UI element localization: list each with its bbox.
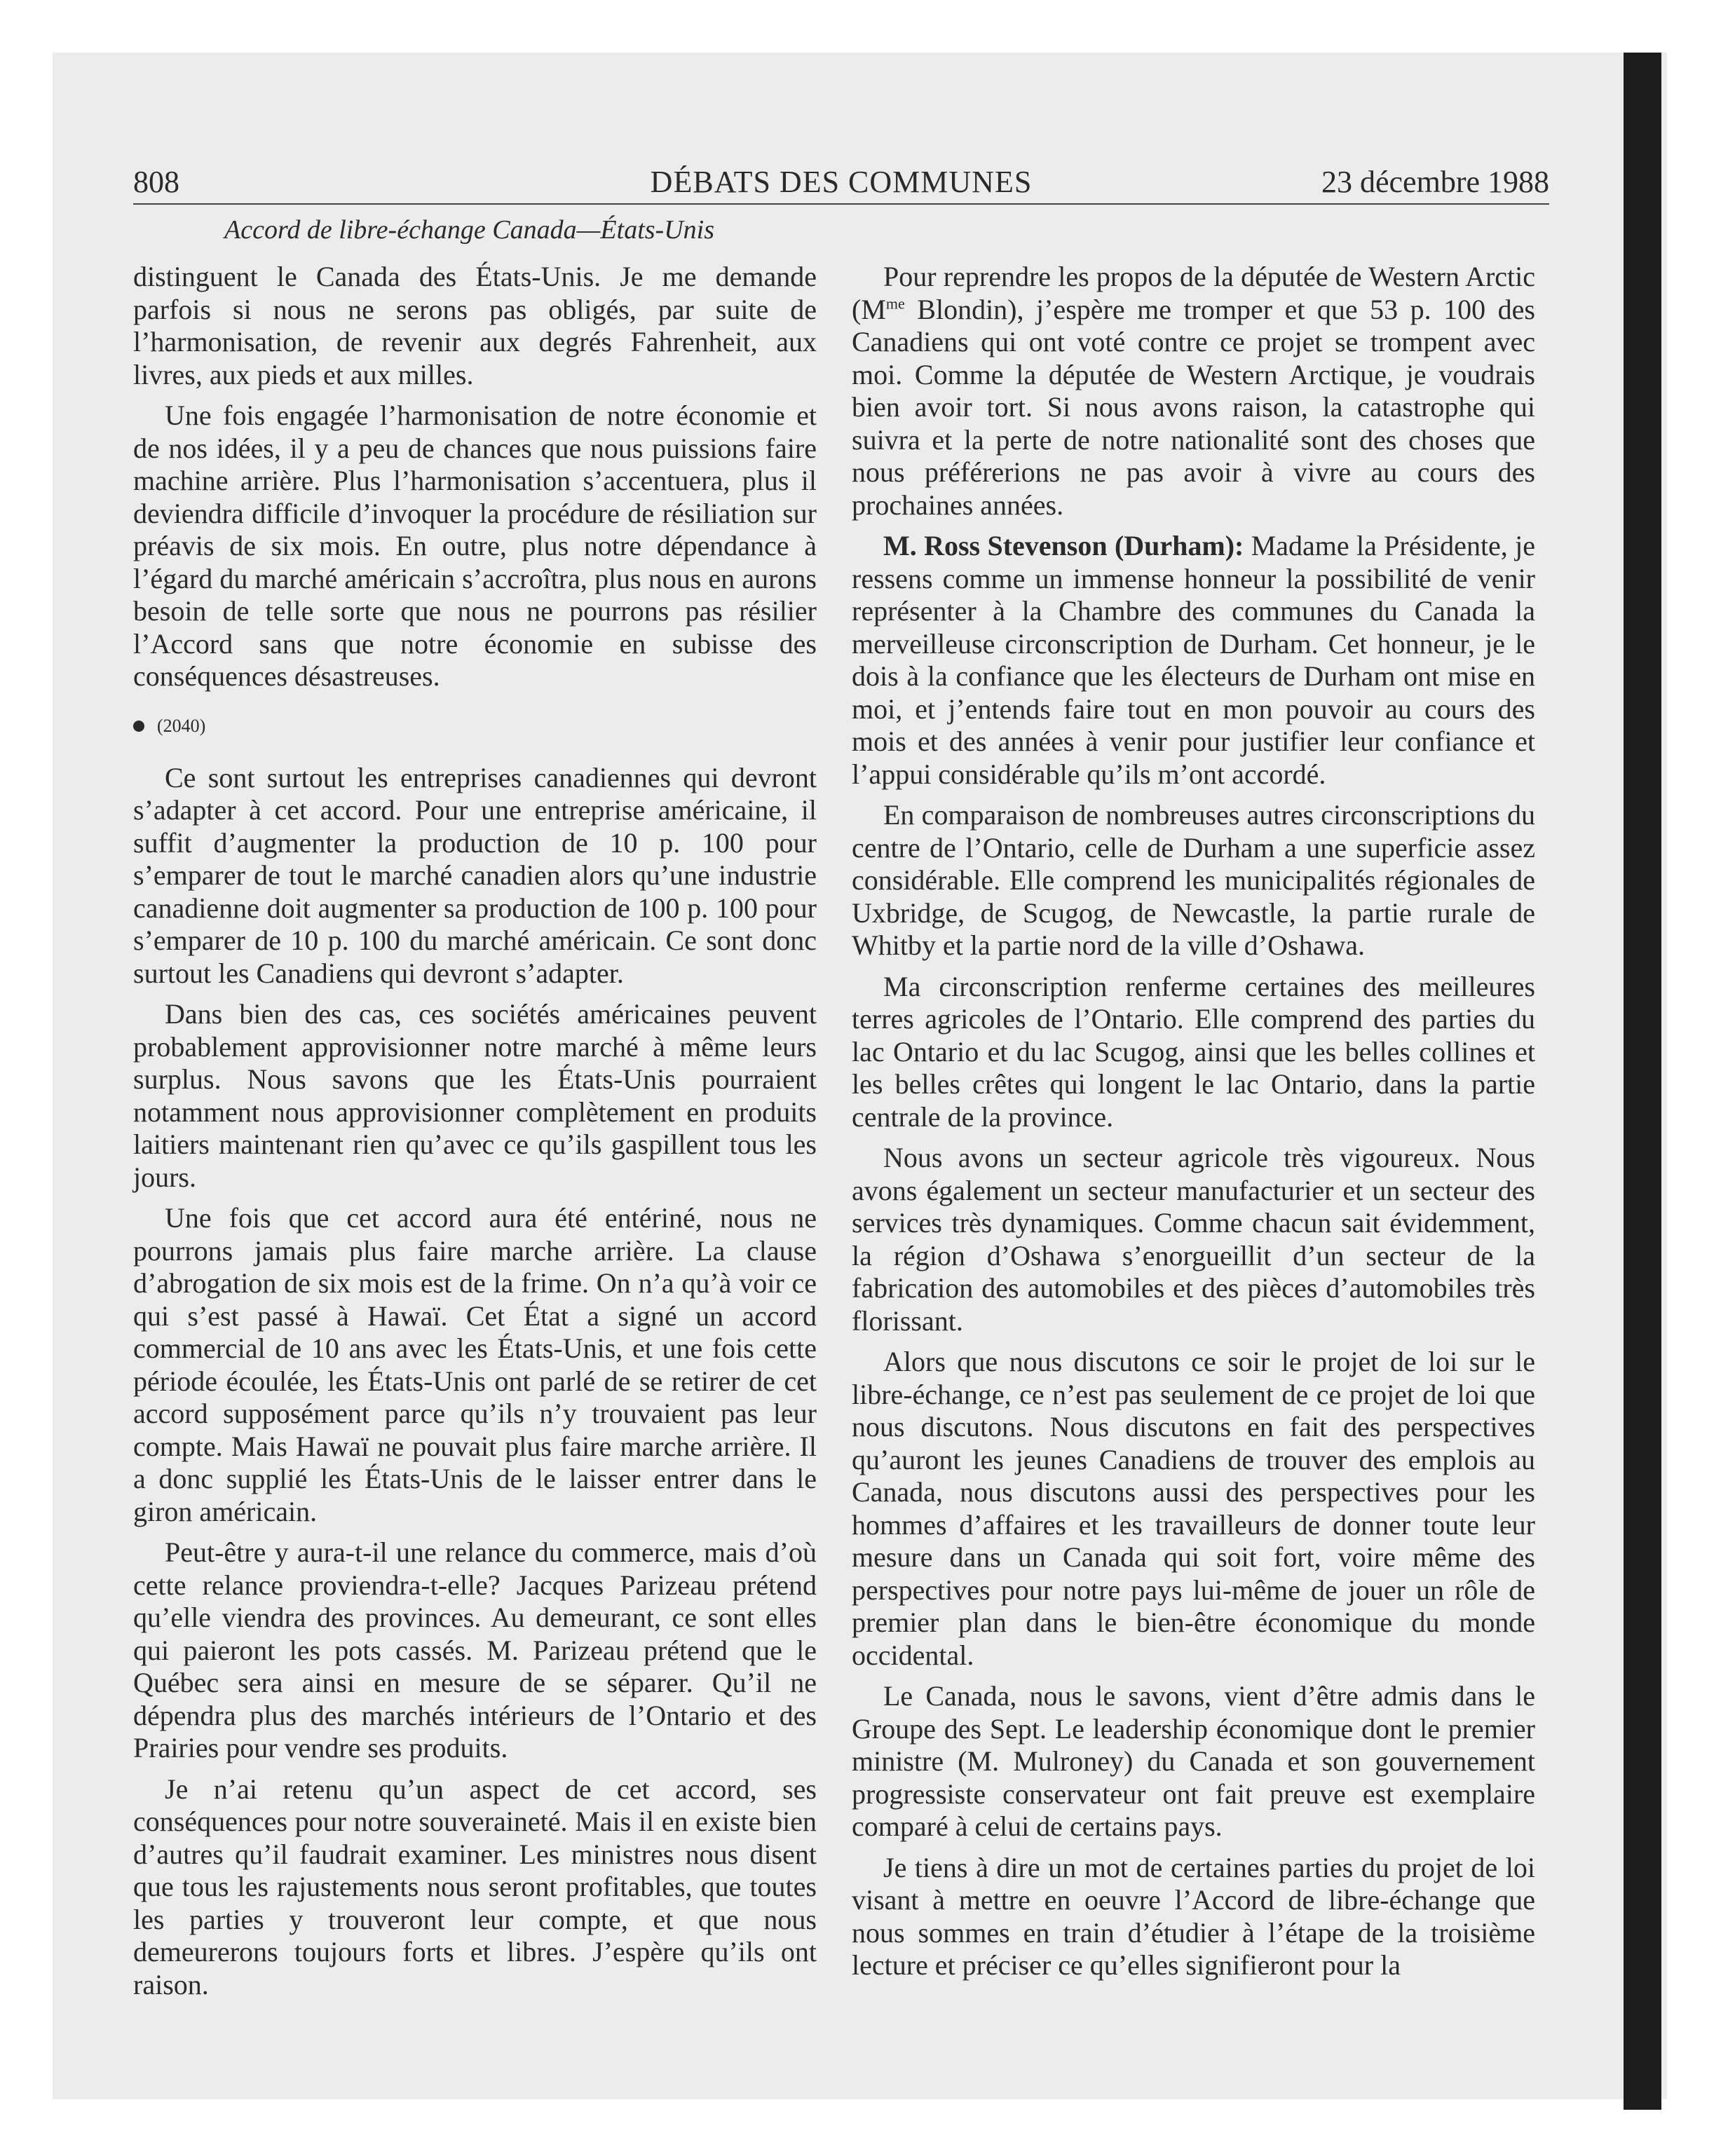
paragraph: Une fois engagée l’harmonisation de notre économie et de nos idées, il y a peu de chances que nous puissions faire machine arrière. Plus l’harmonisation s’accentuera, plus il deviendra difficile d’invoquer la procédure de résiliation sur préavis de six mois. En outre, plus notre dépendance à l’égard du marché américain s’accroîtra, plus nous en aurons besoin de telle sorte que nous ne pourrons pas résilier l’Accord sans que notre économie en subisse des conséquences désastreuses. — [133, 400, 817, 692]
paragraph: Je tiens à dire un mot de certaines parties du projet de loi visant à mettre en oeuvre l’Accord de libre-échange que nous sommes en train d’étudier à l’étape de la troisième lecture et préciser ce qu’elles signifieront pour la — [852, 1851, 1535, 1981]
scan-edge-bar — [1624, 53, 1661, 2110]
paragraph-text: Pour reprendre les propos de la députée de Western Arctic (M — [852, 261, 1535, 325]
time-marker — [133, 710, 817, 742]
paragraph-text: Blondin), j’espère me tromper et que 53 p. 100 des Canadiens qui ont voté contre ce projet se trompent avec moi. Comme la députée de Western Arctique, je voudrais bien avoir tort. Si nous avons raison, la catastrophe qui suivra et la perte de notre nationalité sont des choses que nous préférerions ne pas avoir à vivre au cours des prochaines années. — [852, 293, 1535, 521]
paragraph: Peut-être y aura-t-il une relance du commerce, mais d’où cette relance proviendra-t-elle? Jacques Parizeau prétend qu’elle viendra des provinces. Au demeurant, ce sont elles qui paieront les pots cassés. M. Parizeau prétend que le Québec sera ainsi en mesure de se séparer. Qu’il ne dépendra plus des marchés intérieurs de l’Ontario et des Prairies pour vendre ses produits. — [133, 1536, 817, 1763]
publication-title: DÉBATS DES COMMUNES — [650, 165, 1033, 199]
subject-heading: Accord de libre-échange Canada—États-Unis — [224, 215, 714, 245]
paragraph: En comparaison de nombreuses autres circonscriptions du centre de l’Ontario, celle de Durham a une superficie assez considérable. Elle comprend les municipalités régionales de Uxbridge, de Scugog, de Newcastle, la partie rurale de Whitby et la partie nord de la ville d’Oshawa. — [852, 799, 1535, 961]
speaker-name: M. Ross Stevenson — [883, 530, 1108, 561]
paragraph: Alors que nous discutons ce soir le projet de loi sur le libre-échange, ce n’est pas seulement de ce projet de loi que nous discutons. Nous discutons en fait des perspectives qu’auront les jeunes Canadiens de trouver des emplois au Canada, nous discutons aussi des perspectives pour les hommes d’affaires et les travailleurs de donner toute leur mesure dans un Canada qui soit fort, voire même des perspectives pour notre pays lui-même de jouer un rôle de premier plan dans le bien-être économique du monde occidental. — [852, 1346, 1535, 1671]
paragraph: Ce sont surtout les entreprises canadiennes qui devront s’adapter à cet accord. Pour une entreprise américaine, il suffit d’augmenter la production de 10 p. 100 pour s’emparer de tout le marché canadien alors qu’une industrie canadienne doit augmenter sa production de 100 p. 100 pour s’emparer de 10 p. 100 du marché américain. Ce sont donc surtout les Canadiens qui devront s’adapter. — [133, 761, 817, 989]
time-marker-text: (2040) — [157, 715, 206, 736]
paragraph-text: Madame la Présidente, je ressens comme un immense honneur la possibilité de venir représenter à la Chambre des communes du Canada la merveilleuse circonscription de Durham. Cet honneur, je le dois à la confiance que les électeurs de Durham ont mise en moi, et j’entends faire tout en mon pouvoir au cours des mois et des années à venir pour justifier leur confiance et l’appui considérable qu’ils m’ont accordé. — [852, 530, 1536, 790]
paragraph: Dans bien des cas, ces sociétés américaines peuvent probablement approvisionner notre marché à même leurs surplus. Nous savons que les États-Unis pourraient notamment nous approvisionner complètement en produits laitiers maintenant rien qu’avec ce qu’ils gaspillent tous les jours. — [133, 998, 817, 1193]
header-rule — [133, 203, 1549, 205]
paragraph: Je n’ai retenu qu’un aspect de cet accord, ses conséquences pour notre souveraineté. Mais il en existe bien d’autres qu’il faudrait examiner. Les ministres nous disent que tous les rajustements nous seront profitables, que toutes les parties y trouveront leur compte, et que nous demeurerons toujours forts et libres. J’espère qu’ils ont raison. — [133, 1773, 817, 2000]
left-column — [133, 261, 817, 2010]
superscript: me — [885, 294, 905, 313]
paragraph: distinguent le Canada des États-Unis. Je me demande parfois si nous ne serons pas obligés, par suite de l’harmonisation, de revenir aux degrés Fahrenheit, aux livres, aux pieds et aux milles. — [133, 261, 817, 390]
paragraph: Le Canada, nous le savons, vient d’être admis dans le Groupe des Sept. Le leadership économique dont le premier ministre (M. Mulroney) du Canada et son gouvernement progressiste conservateur ont fait preuve est exemplaire comparé à celui de certains pays. — [852, 1680, 1535, 1842]
paragraph: Nous avons un secteur agricole très vigoureux. Nous avons également un secteur manufacturier et un secteur des services très dynamiques. Comme chacun sait évidemment, la région d’Oshawa s’enorgueillit d’un secteur de la fabrication des automobiles et des pièces d’automobiles très florissant. — [852, 1142, 1535, 1337]
right-column — [852, 261, 1535, 1991]
page-header — [133, 163, 1549, 202]
paragraph — [852, 261, 1535, 521]
paragraph: Ma circonscription renferme certaines des meilleures terres agricoles de l’Ontario. Elle comprend des parties du lac Ontario et du lac Scugog, ainsi que les belles collines et les belles crêtes qui longent le lac Ontario, dans la partie centrale de la province. — [852, 970, 1535, 1133]
page-number: 808 — [133, 165, 179, 199]
page-date: 23 décembre 1988 — [1321, 165, 1549, 199]
speaker-paragraph — [852, 530, 1535, 791]
bullet-icon — [133, 721, 144, 732]
paragraph: Une fois que cet accord aura été entériné, nous ne pourrons jamais plus faire marche arrière. La clause d’abrogation de six mois est de la frime. On n’a qu’à voir ce qui s’est passé à Hawaï. Cet État a signé un accord commercial de 10 ans avec les États-Unis, et une fois cette période écoulée, les États-Unis ont parlé de se retirer de cet accord supposément parce qu’ils n’y trouvaient pas leur compte. Mais Hawaï ne pouvait plus faire marche arrière. Il a donc supplié les États-Unis de le laisser entrer dans le giron américain. — [133, 1202, 817, 1527]
speaker-riding: (Durham): — [1114, 530, 1244, 561]
